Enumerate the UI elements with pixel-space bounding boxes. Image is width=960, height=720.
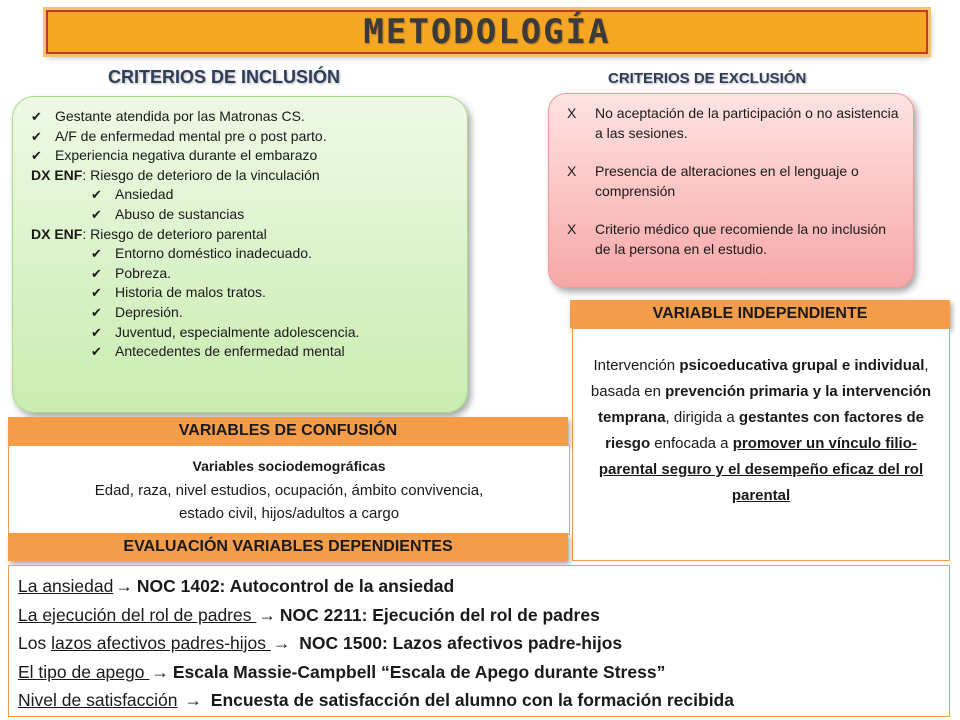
check-icon: ✔	[91, 344, 102, 360]
list-item: ✔ A/F de enfermedad mental pre o post parto.	[31, 127, 453, 147]
list-item: ✔ Historia de malos tratos.	[91, 283, 453, 303]
dx-line: DX ENF: Riesgo de deterioro parental	[31, 225, 267, 242]
list-item: ✔ Antecedentes de enfermedad mental	[91, 342, 453, 362]
evaluation-panel	[8, 565, 950, 717]
confusion-line: estado civil, hijos/adultos a cargo	[178, 505, 400, 522]
evaluation-line: Los lazos afectivos padres-hijos → NOC 1500: Lazos afectivos padre-hijos	[18, 633, 623, 653]
list-item: X Criterio médico que recomiende la no inclusión de la persona en el estudio.	[567, 220, 899, 259]
arrow-right-icon: →	[258, 604, 276, 625]
list-item: ✔ Experiencia negativa durante el embarazo	[31, 146, 453, 166]
arrow-right-icon: →	[272, 633, 291, 653]
arrow-right-icon: →	[184, 690, 202, 710]
list-item: ✔ Juventud, especialmente adolescencia.	[91, 323, 453, 343]
check-icon: ✔	[91, 265, 102, 281]
list-item: ✔ Depresión.	[91, 303, 453, 323]
check-icon: ✔	[31, 109, 42, 124]
evaluation-heading: EVALUACIÓN VARIABLES DEPENDIENTES	[8, 533, 568, 561]
check-icon: ✔	[91, 285, 102, 301]
confusion-subheading: Variables sociodemográficas	[192, 458, 386, 474]
x-marker: X	[567, 105, 577, 121]
check-icon: ✔	[91, 187, 102, 203]
list-item: X Presencia de alteraciones en el lenguaje o comprensión	[567, 162, 899, 201]
check-icon: ✔	[31, 148, 42, 164]
check-icon: ✔	[91, 206, 102, 222]
evaluation-line: La ansiedad → NOC 1402: Autocontrol de la ansiedad	[18, 576, 455, 596]
exclusion-heading: CRITERIOS DE EXCLUSIÓN	[608, 70, 807, 87]
check-icon: ✔	[91, 304, 102, 320]
x-marker: X	[567, 163, 577, 180]
list-item: ✔ Gestante atendida por las Matronas CS.	[31, 107, 453, 127]
page-title: METODOLOGÍA	[363, 12, 611, 52]
list-item: ✔ Pobreza.	[91, 264, 453, 284]
list-item: X No aceptación de la participación o no asistencia a las sesiones.	[567, 104, 899, 143]
exclusion-box	[548, 93, 914, 288]
x-marker: X	[567, 221, 577, 238]
list-item: ✔ Entorno doméstico inadecuado.	[91, 244, 453, 264]
evaluation-line: El tipo de apego → Escala Massie-Campbell “Escala de Apego durante Stress”	[18, 661, 666, 682]
independent-panel: Intervención psicoeducativa grupal e individual, basada en prevención primaria y la intervención temprana, dirigida a gestantes con factores de riesgo enfocada a promover un vínculo filio-parental seguro y el desempeño eficaz del rol parental	[572, 328, 950, 561]
dx-line: DX ENF: Riesgo de deterioro de la vinculación	[31, 166, 320, 183]
confusion-line: Edad, raza, nivel estudios, ocupación, ámbito convivencia,	[94, 482, 484, 499]
arrow-right-icon: →	[115, 576, 133, 596]
evaluation-line: Nivel de satisfacción → Encuesta de satisfacción del alumno con la formación recibida	[18, 690, 734, 710]
check-icon: ✔	[91, 324, 102, 340]
list-item: ✔ Abuso de sustancias	[91, 205, 453, 225]
confusion-heading: VARIABLES DE CONFUSIÓN	[8, 417, 568, 445]
title-banner	[46, 10, 928, 54]
check-icon: ✔	[31, 128, 42, 144]
independent-heading: VARIABLE INDEPENDIENTE	[570, 300, 950, 328]
check-icon: ✔	[91, 246, 102, 262]
inclusion-box	[12, 96, 468, 413]
list-item: ✔ Ansiedad	[91, 185, 453, 205]
arrow-right-icon: →	[151, 661, 169, 682]
evaluation-line: La ejecución del rol de padres → NOC 2211: Ejecución del rol de padres	[18, 604, 600, 625]
inclusion-heading: CRITERIOS DE INCLUSIÓN	[108, 67, 341, 87]
confusion-panel	[8, 445, 570, 535]
